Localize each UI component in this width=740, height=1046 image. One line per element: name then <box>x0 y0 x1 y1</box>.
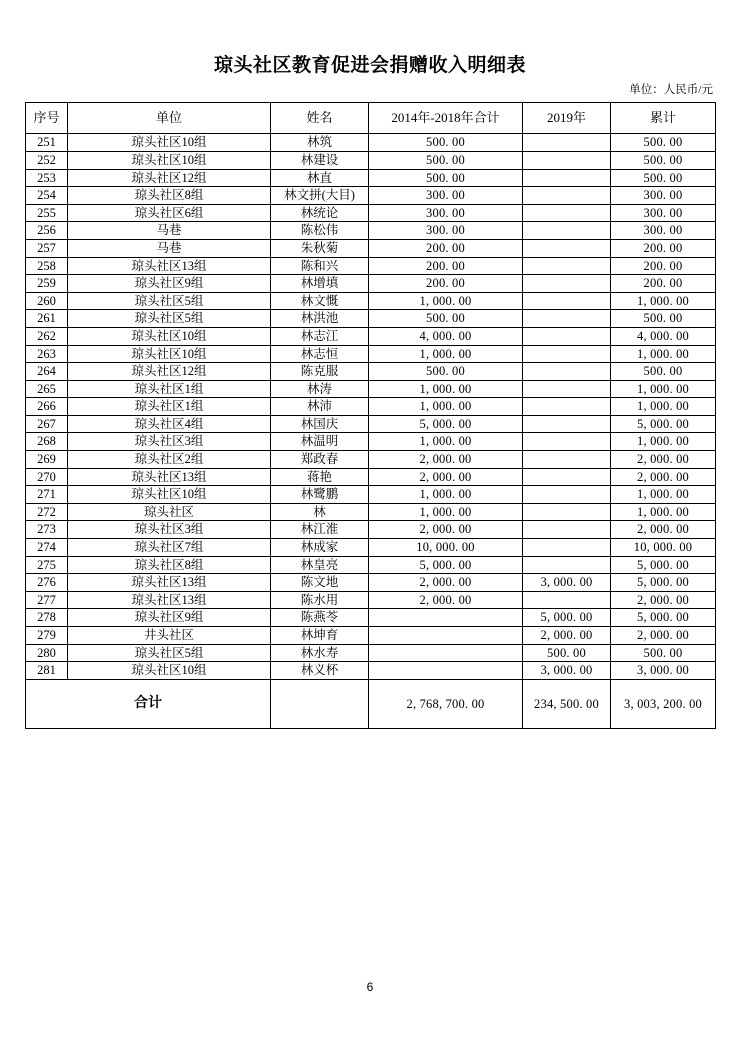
column-header-unit: 单位 <box>68 103 271 134</box>
cell-2019 <box>523 433 611 451</box>
cell-prev: 500. 00 <box>369 363 523 381</box>
cell-name: 林 <box>271 503 369 521</box>
cell-seq: 261 <box>26 310 68 328</box>
cell-unit: 琼头社区1组 <box>68 380 271 398</box>
cell-unit: 琼头社区 <box>68 503 271 521</box>
cell-total: 3, 000. 00 <box>611 662 716 680</box>
cell-seq: 251 <box>26 134 68 152</box>
cell-seq: 270 <box>26 468 68 486</box>
table-row <box>26 275 716 293</box>
column-header-prev: 2014年-2018年合计 <box>369 103 523 134</box>
cell-name: 林直 <box>271 169 369 187</box>
total-cell-total: 3, 003, 200. 00 <box>611 679 716 728</box>
table-row <box>26 468 716 486</box>
cell-name: 林沛 <box>271 398 369 416</box>
donation-detail-table <box>25 102 716 728</box>
cell-name: 陈文地 <box>271 574 369 592</box>
cell-2019: 500. 00 <box>523 644 611 662</box>
cell-total: 2, 000. 00 <box>611 521 716 539</box>
cell-unit: 马巷 <box>68 239 271 257</box>
cell-prev <box>369 627 523 645</box>
cell-name: 林水寿 <box>271 644 369 662</box>
cell-name: 郑政春 <box>271 451 369 469</box>
cell-seq: 274 <box>26 539 68 557</box>
cell-unit: 琼头社区13组 <box>68 257 271 275</box>
table-row <box>26 187 716 205</box>
cell-2019 <box>523 345 611 363</box>
column-header-2019: 2019年 <box>523 103 611 134</box>
cell-name: 林筑 <box>271 134 369 152</box>
cell-total: 1, 000. 00 <box>611 486 716 504</box>
cell-2019 <box>523 556 611 574</box>
cell-total: 500. 00 <box>611 363 716 381</box>
cell-unit: 琼头社区12组 <box>68 169 271 187</box>
cell-prev: 200. 00 <box>369 239 523 257</box>
cell-seq: 257 <box>26 239 68 257</box>
cell-seq: 263 <box>26 345 68 363</box>
cell-prev: 2, 000. 00 <box>369 468 523 486</box>
cell-unit: 马巷 <box>68 222 271 240</box>
table-row <box>26 627 716 645</box>
cell-2019 <box>523 521 611 539</box>
cell-2019 <box>523 151 611 169</box>
cell-prev <box>369 644 523 662</box>
cell-seq: 264 <box>26 363 68 381</box>
cell-seq: 252 <box>26 151 68 169</box>
cell-2019: 3, 000. 00 <box>523 662 611 680</box>
table-row <box>26 662 716 680</box>
cell-seq: 265 <box>26 380 68 398</box>
cell-name: 林文拼(大目) <box>271 187 369 205</box>
currency-unit-note: 单位：人民币/元 <box>629 83 713 96</box>
cell-prev: 5, 000. 00 <box>369 415 523 433</box>
cell-prev <box>369 662 523 680</box>
cell-name: 朱秋菊 <box>271 239 369 257</box>
cell-2019 <box>523 257 611 275</box>
total-cell-prev: 2, 768, 700. 00 <box>369 679 523 728</box>
cell-total: 2, 000. 00 <box>611 591 716 609</box>
cell-total: 1, 000. 00 <box>611 433 716 451</box>
table-row <box>26 574 716 592</box>
column-header-total: 累计 <box>611 103 716 134</box>
cell-unit: 琼头社区12组 <box>68 363 271 381</box>
cell-total: 500. 00 <box>611 134 716 152</box>
cell-unit: 琼头社区7组 <box>68 539 271 557</box>
cell-total: 200. 00 <box>611 239 716 257</box>
cell-total: 500. 00 <box>611 644 716 662</box>
cell-total: 300. 00 <box>611 187 716 205</box>
table-row <box>26 310 716 328</box>
cell-prev: 2, 000. 00 <box>369 591 523 609</box>
total-cell-name <box>271 679 369 728</box>
table-row <box>26 151 716 169</box>
cell-prev: 500. 00 <box>369 151 523 169</box>
cell-seq: 279 <box>26 627 68 645</box>
donation-table-container <box>0 102 740 728</box>
cell-unit: 琼头社区13组 <box>68 591 271 609</box>
cell-seq: 260 <box>26 292 68 310</box>
cell-unit: 琼头社区4组 <box>68 415 271 433</box>
cell-prev: 200. 00 <box>369 257 523 275</box>
table-row <box>26 222 716 240</box>
cell-unit: 琼头社区10组 <box>68 662 271 680</box>
cell-total: 300. 00 <box>611 222 716 240</box>
cell-seq: 280 <box>26 644 68 662</box>
cell-prev: 300. 00 <box>369 187 523 205</box>
cell-name: 林统论 <box>271 204 369 222</box>
cell-2019: 3, 000. 00 <box>523 574 611 592</box>
cell-name: 林江淮 <box>271 521 369 539</box>
table-row <box>26 539 716 557</box>
cell-2019 <box>523 468 611 486</box>
cell-2019 <box>523 204 611 222</box>
cell-seq: 271 <box>26 486 68 504</box>
cell-seq: 277 <box>26 591 68 609</box>
cell-prev: 300. 00 <box>369 204 523 222</box>
table-row <box>26 521 716 539</box>
cell-2019 <box>523 310 611 328</box>
table-row <box>26 433 716 451</box>
cell-name: 陈克服 <box>271 363 369 381</box>
cell-2019: 2, 000. 00 <box>523 627 611 645</box>
cell-unit: 琼头社区10组 <box>68 134 271 152</box>
cell-prev: 500. 00 <box>369 169 523 187</box>
cell-total: 5, 000. 00 <box>611 415 716 433</box>
cell-name: 陈燕苓 <box>271 609 369 627</box>
cell-prev: 1, 000. 00 <box>369 292 523 310</box>
cell-name: 林洪池 <box>271 310 369 328</box>
table-row <box>26 415 716 433</box>
table-row <box>26 451 716 469</box>
cell-prev: 1, 000. 00 <box>369 398 523 416</box>
cell-prev: 1, 000. 00 <box>369 503 523 521</box>
column-header-name: 姓名 <box>271 103 369 134</box>
table-row <box>26 134 716 152</box>
cell-2019 <box>523 239 611 257</box>
table-header <box>26 103 716 134</box>
table-row <box>26 380 716 398</box>
table-row <box>26 363 716 381</box>
cell-2019 <box>523 187 611 205</box>
table-row <box>26 644 716 662</box>
cell-seq: 276 <box>26 574 68 592</box>
table-row <box>26 204 716 222</box>
cell-name: 陈松伟 <box>271 222 369 240</box>
cell-unit: 琼头社区10组 <box>68 151 271 169</box>
cell-seq: 259 <box>26 275 68 293</box>
cell-seq: 269 <box>26 451 68 469</box>
cell-unit: 琼头社区13组 <box>68 468 271 486</box>
cell-name: 陈水用 <box>271 591 369 609</box>
cell-total: 200. 00 <box>611 257 716 275</box>
cell-seq: 255 <box>26 204 68 222</box>
cell-2019 <box>523 222 611 240</box>
cell-2019 <box>523 486 611 504</box>
cell-total: 300. 00 <box>611 204 716 222</box>
page-title: 琼头社区教育促进会捐赠收入明细表 <box>213 55 526 76</box>
cell-2019 <box>523 275 611 293</box>
table-row <box>26 239 716 257</box>
cell-unit: 琼头社区5组 <box>68 292 271 310</box>
cell-2019 <box>523 134 611 152</box>
cell-name: 林皇亮 <box>271 556 369 574</box>
cell-seq: 268 <box>26 433 68 451</box>
cell-prev: 1, 000. 00 <box>369 380 523 398</box>
cell-seq: 253 <box>26 169 68 187</box>
cell-name: 林温明 <box>271 433 369 451</box>
table-row <box>26 486 716 504</box>
cell-total: 1, 000. 00 <box>611 380 716 398</box>
cell-2019 <box>523 398 611 416</box>
table-row <box>26 591 716 609</box>
cell-total: 2, 000. 00 <box>611 451 716 469</box>
cell-seq: 258 <box>26 257 68 275</box>
cell-unit: 琼头社区5组 <box>68 644 271 662</box>
cell-prev: 300. 00 <box>369 222 523 240</box>
cell-2019 <box>523 169 611 187</box>
cell-prev: 5, 000. 00 <box>369 556 523 574</box>
cell-name: 林文慨 <box>271 292 369 310</box>
cell-total: 1, 000. 00 <box>611 398 716 416</box>
total-label: 合计 <box>26 679 271 728</box>
cell-2019: 5, 000. 00 <box>523 609 611 627</box>
cell-prev: 500. 00 <box>369 310 523 328</box>
cell-2019 <box>523 451 611 469</box>
cell-prev: 1, 000. 00 <box>369 433 523 451</box>
column-header-seq: 序号 <box>26 103 68 134</box>
cell-2019 <box>523 539 611 557</box>
cell-name: 林增填 <box>271 275 369 293</box>
cell-total: 1, 000. 00 <box>611 503 716 521</box>
cell-seq: 256 <box>26 222 68 240</box>
table-body <box>26 134 716 728</box>
cell-unit: 琼头社区3组 <box>68 433 271 451</box>
cell-2019 <box>523 292 611 310</box>
cell-seq: 266 <box>26 398 68 416</box>
cell-prev: 200. 00 <box>369 275 523 293</box>
cell-total: 10, 000. 00 <box>611 539 716 557</box>
cell-prev: 2, 000. 00 <box>369 451 523 469</box>
cell-seq: 254 <box>26 187 68 205</box>
cell-unit: 琼头社区9组 <box>68 609 271 627</box>
cell-2019 <box>523 415 611 433</box>
table-row <box>26 345 716 363</box>
table-row <box>26 327 716 345</box>
cell-unit: 琼头社区10组 <box>68 327 271 345</box>
cell-total: 200. 00 <box>611 275 716 293</box>
cell-unit: 琼头社区8组 <box>68 556 271 574</box>
cell-2019 <box>523 380 611 398</box>
page-number: 6 <box>366 980 374 994</box>
cell-unit: 琼头社区13组 <box>68 574 271 592</box>
cell-2019 <box>523 503 611 521</box>
cell-name: 陈和兴 <box>271 257 369 275</box>
cell-unit: 井头社区 <box>68 627 271 645</box>
total-cell-2019: 234, 500. 00 <box>523 679 611 728</box>
cell-name: 林建设 <box>271 151 369 169</box>
cell-name: 林涛 <box>271 380 369 398</box>
cell-seq: 262 <box>26 327 68 345</box>
cell-unit: 琼头社区10组 <box>68 345 271 363</box>
cell-total: 1, 000. 00 <box>611 292 716 310</box>
cell-seq: 272 <box>26 503 68 521</box>
table-row <box>26 257 716 275</box>
cell-prev: 2, 000. 00 <box>369 521 523 539</box>
cell-total: 500. 00 <box>611 169 716 187</box>
cell-name: 林鹭鹏 <box>271 486 369 504</box>
cell-prev <box>369 609 523 627</box>
cell-seq: 267 <box>26 415 68 433</box>
cell-prev: 10, 000. 00 <box>369 539 523 557</box>
cell-unit: 琼头社区3组 <box>68 521 271 539</box>
table-row <box>26 398 716 416</box>
cell-unit: 琼头社区9组 <box>68 275 271 293</box>
cell-seq: 278 <box>26 609 68 627</box>
cell-total: 1, 000. 00 <box>611 345 716 363</box>
cell-seq: 275 <box>26 556 68 574</box>
cell-total: 500. 00 <box>611 310 716 328</box>
cell-name: 林成家 <box>271 539 369 557</box>
cell-unit: 琼头社区8组 <box>68 187 271 205</box>
cell-seq: 281 <box>26 662 68 680</box>
cell-seq: 273 <box>26 521 68 539</box>
cell-unit: 琼头社区1组 <box>68 398 271 416</box>
cell-unit: 琼头社区2组 <box>68 451 271 469</box>
cell-prev: 4, 000. 00 <box>369 327 523 345</box>
table-row <box>26 556 716 574</box>
cell-name: 林国庆 <box>271 415 369 433</box>
cell-prev: 2, 000. 00 <box>369 574 523 592</box>
table-row <box>26 169 716 187</box>
cell-total: 2, 000. 00 <box>611 468 716 486</box>
table-total-row <box>26 679 716 728</box>
table-header-row <box>26 103 716 134</box>
cell-total: 2, 000. 00 <box>611 627 716 645</box>
cell-prev: 1, 000. 00 <box>369 486 523 504</box>
cell-unit: 琼头社区10组 <box>68 486 271 504</box>
cell-total: 5, 000. 00 <box>611 574 716 592</box>
table-row <box>26 292 716 310</box>
cell-total: 4, 000. 00 <box>611 327 716 345</box>
cell-unit: 琼头社区6组 <box>68 204 271 222</box>
cell-total: 500. 00 <box>611 151 716 169</box>
cell-name: 蒋艳 <box>271 468 369 486</box>
cell-2019 <box>523 363 611 381</box>
table-row <box>26 609 716 627</box>
cell-name: 林志江 <box>271 327 369 345</box>
cell-total: 5, 000. 00 <box>611 556 716 574</box>
cell-total: 5, 000. 00 <box>611 609 716 627</box>
cell-unit: 琼头社区5组 <box>68 310 271 328</box>
table-row <box>26 503 716 521</box>
cell-prev: 500. 00 <box>369 134 523 152</box>
cell-2019 <box>523 591 611 609</box>
cell-2019 <box>523 327 611 345</box>
cell-name: 林义杯 <box>271 662 369 680</box>
cell-name: 林志恒 <box>271 345 369 363</box>
cell-name: 林坤育 <box>271 627 369 645</box>
cell-prev: 1, 000. 00 <box>369 345 523 363</box>
